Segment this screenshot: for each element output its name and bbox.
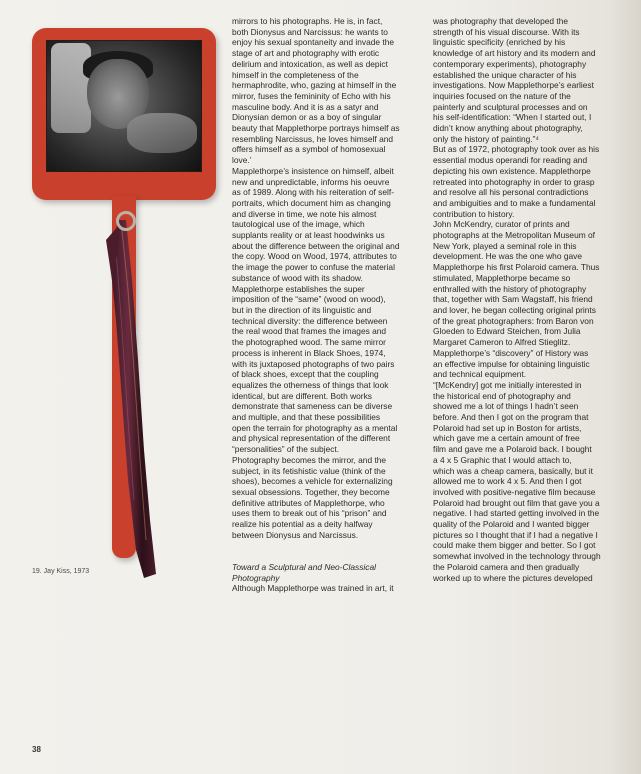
column2-line: quality of the Polaroid and I wanted bigger <box>433 519 590 530</box>
column1-line: imposition of the “same” (wood on wood), <box>232 294 386 305</box>
text-column-1 <box>232 16 420 594</box>
column1-line: beauty that Mapplethorpe portrays himself as <box>232 123 400 134</box>
column2-line: knowledge of art history and its modern and <box>433 48 596 59</box>
column2-line: depicting his own existence. Mapplethorpe <box>433 165 591 176</box>
column2-line: which gave me a certain amount of free <box>433 433 580 444</box>
column2-line: the historical end of photography and <box>433 390 571 401</box>
column2-line: film and gave me a Polaroid back. I bought <box>433 444 592 455</box>
column2-line: Polaroid had brought out film that gave you a <box>433 497 600 508</box>
column1-line: both Dionysus and Narcissus: he wants to <box>232 26 388 37</box>
column2-line: the Polaroid camera and then gradually <box>433 561 580 572</box>
column2-line: But as of 1972, photography took over as his <box>433 144 600 155</box>
column1-line: subject, in its fetishistic value (think of the <box>232 465 386 476</box>
column2-line: Mapplethorpe’s “discovery” of History was <box>433 347 589 358</box>
framed-photograph <box>46 40 202 172</box>
column2-line: and lover, he began collecting original prints <box>433 304 596 315</box>
column2-line: painterly and sculptural processes and on <box>433 101 588 112</box>
mirror-artwork <box>32 28 216 558</box>
column1-line: process is inherent in Black Shoes, 1974, <box>232 347 386 358</box>
column1-line: portraits, which document him as changing <box>232 197 391 208</box>
column1-line: and physical representation of the different <box>232 433 391 444</box>
column2-line: development. He was the one who gave <box>433 251 582 262</box>
column1-line: Dionysian demon or as a boy of singular <box>232 112 382 123</box>
column1-line: substance of wood with its shadow. <box>232 272 363 283</box>
column2-line: contemporary experiments), photography <box>433 58 587 69</box>
column1-line: with its juxtaposed photographs of two pairs <box>232 358 395 369</box>
column1-line: technical diversity: the difference between <box>232 315 388 326</box>
section-subheading: Toward a Sculptural and Neo-Classical <box>232 561 376 572</box>
column1-line: Mapplethorpe’s insistence on himself, albeit <box>232 165 394 176</box>
column1-line: stage of art and photography with erotic <box>232 48 380 59</box>
column1-line: supplants reality or at least hoodwinks us <box>232 230 385 241</box>
column1-line: hermaphrodite, who, gazing at himself in the <box>232 80 397 91</box>
column1-line: enjoy his sexual spontaneity and invade the <box>232 37 395 48</box>
column1-line: equalizes the otherness of things that look <box>232 379 389 390</box>
column1-line: identical, but are different. Both works <box>232 390 372 401</box>
column2-line: was photography that developed the <box>433 16 569 26</box>
column2-line: linguistic specificity (enriched by his <box>433 37 566 48</box>
column1-line: uses them to break out of his “prison” and <box>232 508 387 519</box>
column1-line: mirror, fuses the femininity of Echo with his <box>232 90 391 101</box>
column2-line: could make them bigger and better. So I got <box>433 540 596 551</box>
column1-line: tautological use of the image, which <box>232 219 365 230</box>
column2-line: contribution to history. <box>433 208 515 219</box>
column1-line: masculine body. And it is as a satyr and <box>232 101 379 112</box>
column1-line: Mapplethorpe establishes the super <box>232 283 365 294</box>
column1-line: the real wood that frames the images and <box>232 326 387 337</box>
column2-line: Mapplethorpe his first Polaroid camera. Thus <box>433 262 600 273</box>
column1-line: “personalities” of the subject. <box>232 444 340 455</box>
column1-line: offers himself as a symbol of homosexual <box>232 144 386 155</box>
column1-line: sexual obsessions. Together, they become <box>232 486 390 497</box>
column2-line: allowed me to work 4 x 5. And then I got <box>433 476 582 487</box>
column2-line: a 4 x 5 Graphic that I would attach to, <box>433 454 572 465</box>
column2-line: of the great photographers: from Baron von <box>433 315 594 326</box>
column1-line: realize his potential as a deity halfway <box>232 519 373 530</box>
column2-line: essential modus operandi for reading and <box>433 155 588 166</box>
column1-line: resembling Narcissus, he loves himself and <box>232 133 394 144</box>
column1-line: new and unpredictable, informs his oeuvre <box>232 176 390 187</box>
column2-line: strength of his visual discourse. With its <box>433 26 580 37</box>
column2-line: before. And then I got on the program that <box>433 412 589 423</box>
hanging-tie <box>92 220 162 580</box>
column1-line: Photography becomes the mirror, and the <box>232 454 387 465</box>
page-number: 38 <box>32 745 41 754</box>
column1-line: and multiple, and that these possibilities <box>232 412 381 423</box>
column2-line: somewhat involved in the technology through <box>433 551 601 562</box>
text-column-2 <box>433 16 628 583</box>
column2-line: negative. I had started getting involved in the <box>433 508 600 519</box>
column1-line: between Dionysus and Narcissus. <box>232 529 359 540</box>
column2-line: and technical equipment. <box>433 369 527 380</box>
column2-line: Gloeden to Edward Steichen, from Julia <box>433 326 581 337</box>
column2-line: worked up to where the pictures developed <box>433 572 593 583</box>
column2-line: New York, played a seminal role in this <box>433 240 577 251</box>
column2-line: established the unique character of his <box>433 69 577 80</box>
column1-line: of black shoes, except that the coupling <box>232 369 379 380</box>
figure-caption: 19. Jay Kiss, 1973 <box>32 568 90 575</box>
red-mirror-frame <box>32 28 216 200</box>
metal-ring <box>116 211 136 231</box>
column2-line: showed me a lot of things I hadn’t seen <box>433 401 579 412</box>
column2-line: an effective impulse for obtaining linguistic <box>433 358 590 369</box>
column1-line: definitive attributes of Mapplethorpe, who <box>232 497 385 508</box>
column1-line: Although Mapplethorpe was trained in art, it <box>232 583 394 594</box>
column2-line: investigations. Now Mapplethorpe’s earliest <box>433 80 594 91</box>
column2-line: photographs at the Metropolitan Museum of <box>433 230 596 241</box>
column1-line: shoes), becomes a vehicle for externalizing <box>232 476 393 487</box>
column1-line: demonstrate that sameness can be diverse <box>232 401 393 412</box>
column2-line: “[McKendry] got me initially interested in <box>433 379 582 390</box>
column2-line: didn’t know anything about photography, <box>433 123 583 134</box>
column2-line: which was a cheap camera, basically, but it <box>433 465 593 476</box>
column1-line: but in the direction of its linguistic and <box>232 304 372 315</box>
column1-line: the photographed wood. The same mirror <box>232 337 386 348</box>
column2-line: involved with positive-negative film because <box>433 486 596 497</box>
column2-line: his self-identification: “When I started out, I <box>433 112 592 123</box>
column2-line: enthralled with the history of photography <box>433 283 587 294</box>
column1-line: himself in the completeness of the <box>232 69 359 80</box>
column2-line: pictures so I thought that if I had a negative I <box>433 529 598 540</box>
column1-line: mirrors to his photographs. He is, in fact, <box>232 16 383 26</box>
column1-line: about the difference between the original and <box>232 240 400 251</box>
column1-line: as of 1989. Along with his reiteration of self- <box>232 187 395 198</box>
column1-line: love.’ <box>232 155 252 166</box>
section-subheading: Photography <box>232 572 280 583</box>
column2-line: Polaroid had set up in Boston for artists, <box>433 422 582 433</box>
column1-line: open the terrain for photography as a mental <box>232 422 398 433</box>
column2-line: that, together with Sam Wagstaff, his friend <box>433 294 593 305</box>
column1-line: and diverse in time, we note his almost <box>232 208 377 219</box>
column2-line: inquiries focused on the nature of the <box>433 90 571 101</box>
column1-line: delirium and intoxication, as well as depict <box>232 58 388 69</box>
column2-line: and ambiguities and to make a fundamental <box>433 197 596 208</box>
column2-line: Margaret Cameron to Alfred Stieglitz. <box>433 337 571 348</box>
column2-line: stimulated, Mapplethorpe became so <box>433 272 571 283</box>
column1-line: the copy. Wood on Wood, 1974, attributes to <box>232 251 397 262</box>
column2-line: and resolve all his personal contradictions <box>433 187 589 198</box>
column1-line: the image the power to confuse the material <box>232 262 395 273</box>
column2-line: retreated into photography in order to grasp <box>433 176 595 187</box>
column2-line: only the history of painting.”⁴ <box>433 133 540 144</box>
column2-line: John McKendry, curator of prints and <box>433 219 570 230</box>
